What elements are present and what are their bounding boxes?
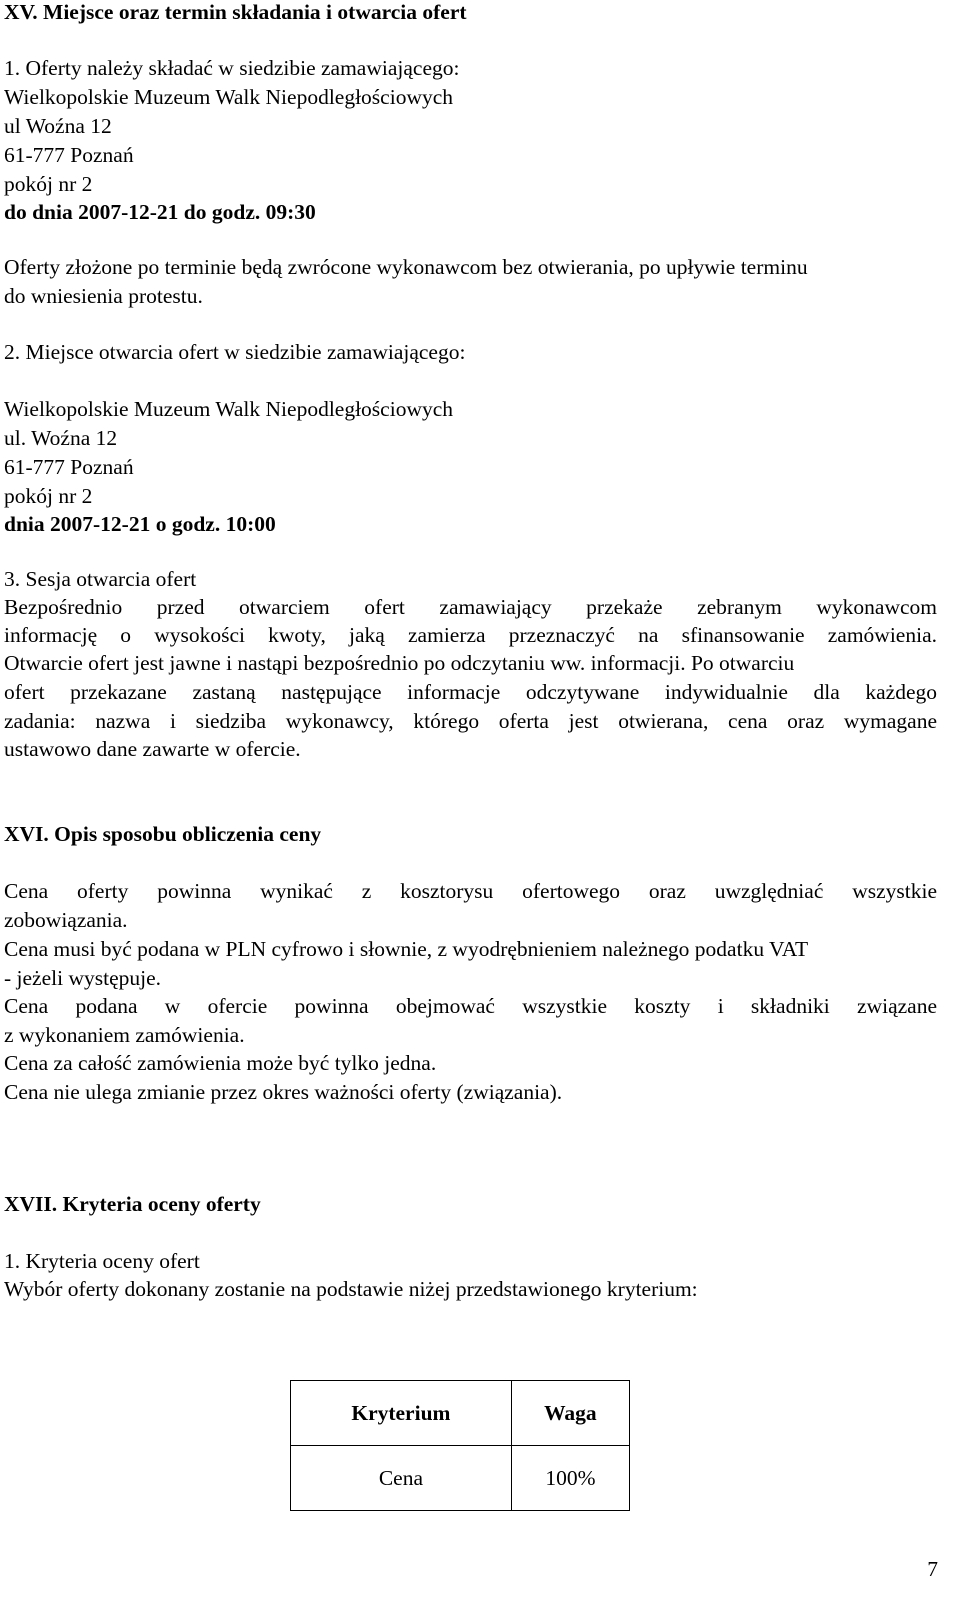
page-number: 7 <box>927 1557 938 1581</box>
opening-date: dnia 2007-12-21 o godz. 10:00 <box>4 512 276 536</box>
criteria-table <box>290 1380 630 1511</box>
text-line: Cena nie ulega zmianie przez okres ważności oferty (związania). <box>4 1080 563 1104</box>
text-line: zobowiązania. <box>4 908 128 932</box>
text-line: Otwarcie ofert jest jawne i nastąpi bezpośrednio po odczytaniu ww. informacji. Po otwarciu <box>4 651 795 675</box>
text-line: Cena podana w ofercie powinna obejmować wszystkie koszty i składniki związane <box>4 994 937 1018</box>
text-line: Wielkopolskie Muzeum Walk Niepodległościowych <box>4 397 454 421</box>
text-line: ofert przekazane zastaną następujące informacje odczytywane indywidualnie dla każdego <box>4 680 937 704</box>
text-line: 3. Sesja otwarcia ofert <box>4 567 197 591</box>
column-header-waga: Waga <box>511 1381 629 1446</box>
section-heading-xv: XV. Miejsce oraz termin składania i otwarcia ofert <box>4 0 467 24</box>
text-line: - jeżeli występuje. <box>4 966 162 990</box>
text-line: ul Woźna 12 <box>4 114 112 138</box>
text-line: 1. Kryteria oceny ofert <box>4 1249 200 1273</box>
text-line: Wybór oferty dokonany zostanie na podstawie niżej przedstawionego kryterium: <box>4 1277 698 1301</box>
text-line: Cena musi być podana w PLN cyfrowo i słownie, z wyodrębnieniem należnego podatku VAT <box>4 937 809 961</box>
text-line: 61-777 Poznań <box>4 143 134 167</box>
text-line: 61-777 Poznań <box>4 455 134 479</box>
section-heading-xvi: XVI. Opis sposobu obliczenia ceny <box>4 822 322 846</box>
table-cell: Cena <box>291 1446 512 1511</box>
text-line: 2. Miejsce otwarcia ofert w siedzibie zamawiającego: <box>4 340 466 364</box>
text-line: ul. Woźna 12 <box>4 426 118 450</box>
text-line: do wniesienia protestu. <box>4 284 203 308</box>
text-line: z wykonaniem zamówienia. <box>4 1023 245 1047</box>
text-line: Cena oferty powinna wynikać z kosztorysu ofertowego oraz uwzględniać wszystkie <box>4 879 937 903</box>
text-line: Cena za całość zamówienia może być tylko jedna. <box>4 1051 437 1075</box>
text-line: Oferty złożone po terminie będą zwrócone wykonawcom bez otwierania, po upływie terminu <box>4 255 808 279</box>
text-line: informację o wysokości kwoty, jaką zamierza przeznaczyć na sfinansowanie zamówienia. <box>4 623 937 647</box>
text-line: Bezpośrednio przed otwarciem ofert zamawiający przekaże zebranym wykonawcom <box>4 595 937 619</box>
text-line: Wielkopolskie Muzeum Walk Niepodległościowych <box>4 85 454 109</box>
text-line: ustawowo dane zawarte w ofercie. <box>4 737 301 761</box>
section-heading-xvii: XVII. Kryteria oceny oferty <box>4 1192 261 1216</box>
text-line: 1. Oferty należy składać w siedzibie zamawiającego: <box>4 56 460 80</box>
table-cell: 100% <box>511 1446 629 1511</box>
table-header-row <box>291 1381 630 1446</box>
column-header-kryterium: Kryterium <box>291 1381 512 1446</box>
text-line: pokój nr 2 <box>4 172 93 196</box>
text-line: zadania: nazwa i siedziba wykonawcy, którego oferta jest otwierana, cena oraz wymagane <box>4 709 937 733</box>
table-row <box>291 1446 630 1511</box>
text-line: pokój nr 2 <box>4 484 93 508</box>
submission-deadline: do dnia 2007-12-21 do godz. 09:30 <box>4 200 316 224</box>
